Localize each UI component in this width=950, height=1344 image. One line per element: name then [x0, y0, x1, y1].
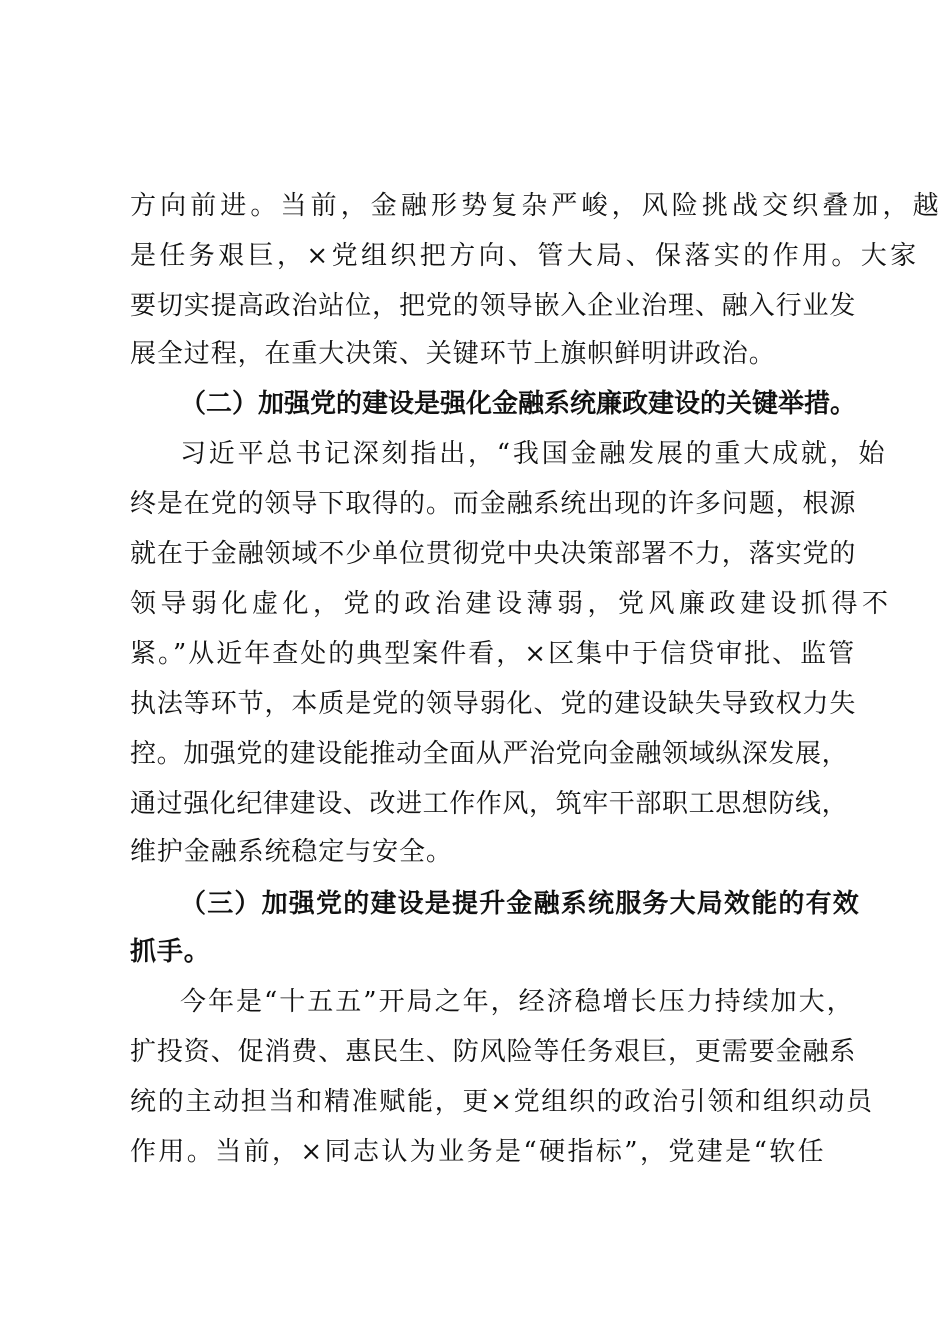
- paragraph-2-line-5: [0, 628, 950, 680]
- text-line: 方向前进。当前，金融形势复杂严峻，风险挑战交织叠加，越: [130, 191, 943, 221]
- text-line: 要切实提高政治站位，把党的领导嵌入企业治理、融入行业发: [130, 291, 857, 321]
- text-line: 是任务艰巨，×党组织把方向、管大局、保落实的作用。大家: [130, 241, 920, 271]
- paragraph-2-line-1: [0, 428, 950, 480]
- section-heading-3-line-1: [0, 878, 950, 930]
- paragraph-3-line-1: [0, 976, 950, 1028]
- paragraph-2-line-2: [0, 478, 950, 530]
- paragraph-2-line-3: [0, 528, 950, 580]
- heading-text: （三）加强党的建设是提升金融系统服务大局效能的有效: [180, 889, 861, 919]
- text-line: 通过强化纪律建设、改进工作作风，筑牢干部职工思想防线，: [130, 789, 849, 819]
- paragraph-2-line-9: [0, 826, 950, 878]
- paragraph-2-line-4: [0, 578, 950, 630]
- paragraph-3-line-2: [0, 1026, 950, 1078]
- text-line: 习近平总书记深刻指出，“我国金融发展的重大成就，始: [180, 439, 888, 469]
- heading-text: （二）加强党的建设是强化金融系统廉政建设的关键举措。: [180, 389, 857, 419]
- text-line: 领导弱化虚化，党的政治建设薄弱，党风廉政建设抓得不: [130, 589, 893, 619]
- text-line: 就在于金融领域不少单位贯彻党中央决策部署不力，落实党的: [130, 539, 857, 569]
- heading-text: 抓手。: [130, 937, 211, 967]
- text-line: 控。加强党的建设能推动全面从严治党向金融领域纵深发展，: [130, 739, 849, 769]
- text-line: 维护金融系统稳定与安全。: [130, 837, 453, 867]
- text-line: 扩投资、促消费、惠民生、防风险等任务艰巨，更需要金融系: [130, 1037, 857, 1067]
- text-line: 作用。当前，×同志认为业务是“硬指标”，党建是“软任: [130, 1137, 827, 1167]
- paragraph-2-line-6: [0, 678, 950, 730]
- text-line: 统的主动担当和精准赋能，更×党组织的政治引领和组织动员: [130, 1087, 874, 1117]
- paragraph-3-line-4: [0, 1126, 950, 1178]
- text-line: 展全过程，在重大决策、关键环节上旗帜鲜明讲政治。: [130, 339, 776, 369]
- text-line: 终是在党的领导下取得的。而金融系统出现的许多问题，根源: [130, 489, 857, 519]
- paragraph-3-line-3: [0, 1076, 950, 1128]
- paragraph-1-line-1: [0, 180, 950, 232]
- paragraph-1-line-2: [0, 230, 950, 282]
- paragraph-1-line-4: [0, 328, 950, 380]
- paragraph-2-line-7: [0, 728, 950, 780]
- section-heading-2: [0, 378, 950, 430]
- text-line: 紧。”从近年查处的典型案件看，×区集中于信贷审批、监管: [130, 639, 857, 669]
- paragraph-2-line-8: [0, 778, 950, 830]
- text-line: 今年是“十五五”开局之年，经济稳增长压力持续加大，: [180, 987, 855, 1017]
- section-heading-3-line-2: [0, 926, 950, 978]
- text-line: 执法等环节，本质是党的领导弱化、党的建设缺失导致权力失: [130, 689, 857, 719]
- paragraph-1-line-3: [0, 280, 950, 332]
